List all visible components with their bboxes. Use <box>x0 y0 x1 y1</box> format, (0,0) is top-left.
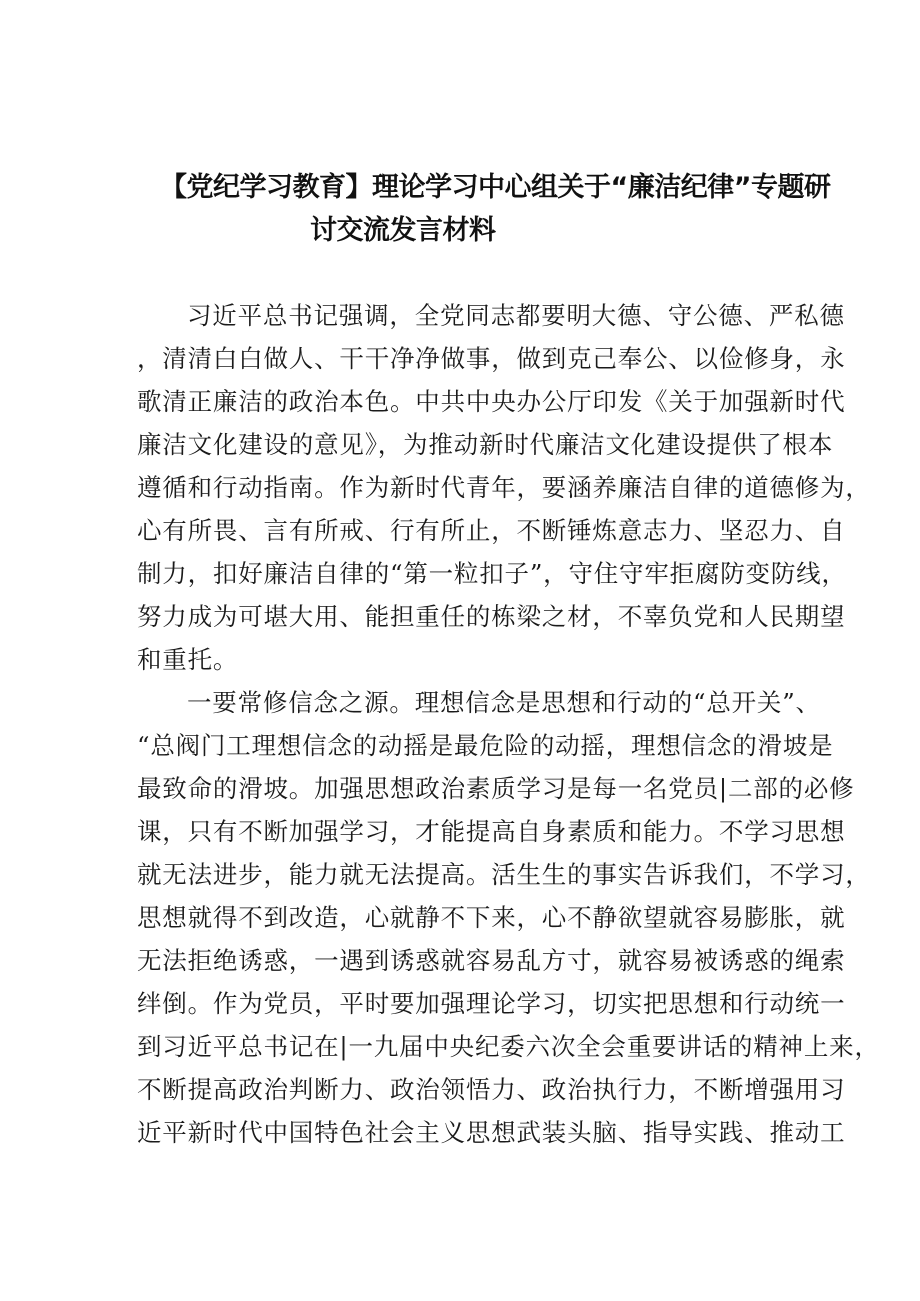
paragraph-line: 近平新时代中国特色社会主义思想武装头脑、指导实践、推动工 <box>137 1118 846 1147</box>
paragraph-line: 歌清正廉洁的政治本色。中共中央办公厅印发《关于加强新时代 <box>137 387 846 416</box>
paragraph-line: ，清清白白做人、干干净净做事，做到克己奉公、以俭修身，永 <box>137 344 846 373</box>
paragraph-line: 绊倒。作为党员，平时要加强理论学习，切实把思想和行动统一 <box>137 989 846 1018</box>
paragraph-line: 思想就得不到改造，心就静不下来，心不静欲望就容易膨胀，就 <box>137 903 846 932</box>
title-line-2: 讨交流发言材料 <box>310 215 496 246</box>
paragraph-line: 一要常修信念之源。理想信念是思想和行动的“总开关”、 <box>187 688 821 717</box>
paragraph-line: 课，只有不断加强学习，才能提高自身素质和能力。不学习思想 <box>137 817 846 846</box>
paragraph-line: 制力，扣好廉洁自律的“第一粒扣子”，守住守牢拒腐防变防线， <box>137 559 847 588</box>
paragraph-line: 无法拒绝诱惑，一遇到诱惑就容易乱方寸，就容易被诱惑的绳索 <box>137 946 846 975</box>
paragraph-line: 不断提高政治判断力、政治领悟力、政治执行力，不断增强用习 <box>137 1075 846 1104</box>
paragraph-line: 最致命的滑坡。加强思想政治素质学习是每一名党员|二部的必修 <box>137 774 855 803</box>
document-body <box>137 294 880 1154</box>
title-line-1: 【党纪学习教育】理论学习中心组关于“廉洁纪律”专题研 <box>160 172 831 203</box>
paragraph-2 <box>137 681 880 1154</box>
paragraph-line: 到习近平总书记在|一九届中央纪委六次全会重要讲话的精神上来， <box>137 1032 880 1061</box>
paragraph-1 <box>137 294 871 681</box>
paragraph-line: 心有所畏、言有所戒、行有所止，不断锤炼意志力、坚忍力、自 <box>137 516 846 545</box>
paragraph-line: 廉洁文化建设的意见》，为推动新时代廉洁文化建设提供了根本 <box>137 430 834 459</box>
paragraph-line: 就无法进步，能力就无法提高。活生生的事实告诉我们，不学习， <box>137 860 871 889</box>
paragraph-line: 习近平总书记强调，全党同志都要明大德、守公德、严私德 <box>187 301 845 330</box>
paragraph-line: 和重托。 <box>137 645 239 674</box>
paragraph-line: 努力成为可堪大用、能担重任的栋梁之材，不辜负党和人民期望 <box>137 602 846 631</box>
paragraph-line: 遵循和行动指南。作为新时代青年，要涵养廉洁自律的道德修为， <box>137 473 871 502</box>
paragraph-line: “总阀门工理想信念的动摇是最危险的动摇，理想信念的滑坡是 <box>137 731 834 760</box>
document-title <box>160 166 831 252</box>
